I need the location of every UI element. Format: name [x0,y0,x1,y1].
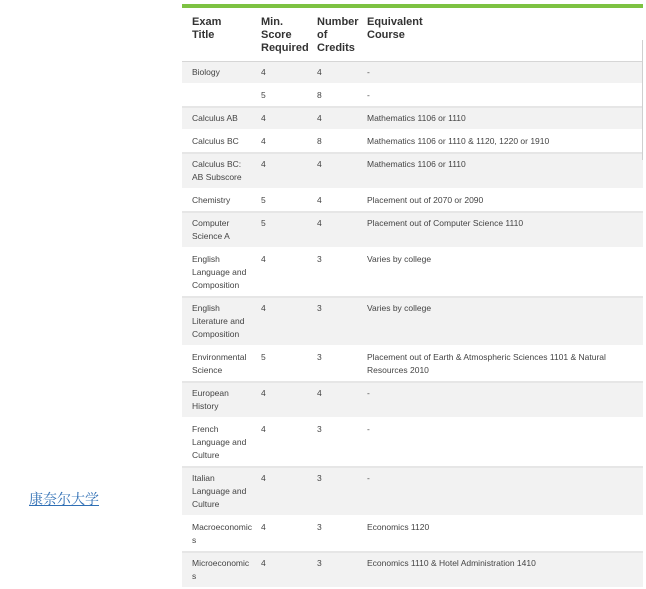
cell-equivalent-course: - [363,382,643,418]
table-row [182,84,643,107]
cell-equivalent-course: Mathematics 1106 or 1110 [363,153,643,189]
cell-equivalent-course: - [363,84,643,107]
table-header [182,8,643,62]
cell-min-score: 4 [257,418,313,467]
cell-min-score: 4 [257,382,313,418]
cell-min-score: 4 [257,107,313,130]
header-equivalent-course: Equivalent Course [363,8,643,62]
cell-equivalent-course: Economics 1110 & Hotel Administration 1410 [363,552,643,588]
cell-min-score: 4 [257,552,313,588]
cell-exam-title: Italian Language and Culture [182,467,257,516]
table-row [182,346,643,382]
cornell-university-link[interactable]: 康奈尔大学 [29,491,99,507]
cell-credits: 8 [313,84,363,107]
cell-credits: 3 [313,297,363,346]
cell-exam-title: Calculus BC: AB Subscore [182,153,257,189]
cell-exam-title: Environmental Science [182,346,257,382]
cell-credits: 4 [313,62,363,85]
cell-equivalent-course: - [363,418,643,467]
cell-equivalent-course: Varies by college [363,248,643,297]
table-row [182,418,643,467]
ap-credit-table-container [182,4,643,589]
cell-min-score: 4 [257,62,313,85]
table-row [182,153,643,189]
cell-min-score: 5 [257,189,313,212]
cell-min-score: 4 [257,467,313,516]
cell-exam-title: European History [182,382,257,418]
table-row [182,467,643,516]
table-row [182,248,643,297]
cell-credits: 3 [313,552,363,588]
header-credits: Number of Credits [313,8,363,62]
cell-credits: 3 [313,516,363,552]
header-min-score: Min. Score Required [257,8,313,62]
cell-equivalent-course: Placement out of Computer Science 1110 [363,212,643,248]
cell-exam-title: Biology [182,62,257,85]
cell-exam-title: Calculus BC [182,130,257,153]
cell-exam-title: Computer Science A [182,212,257,248]
table-body [182,62,643,589]
cell-credits: 8 [313,130,363,153]
cell-min-score: 4 [257,516,313,552]
table-row [182,130,643,153]
table-row [182,189,643,212]
header-exam-title: Exam Title [182,8,257,62]
cell-credits: 4 [313,212,363,248]
cell-exam-title: English Language and Composition [182,248,257,297]
cell-min-score: 5 [257,346,313,382]
cell-credits: 3 [313,248,363,297]
ap-credit-table [182,8,643,589]
cell-exam-title: Calculus AB [182,107,257,130]
cell-equivalent-course: Placement out of 2070 or 2090 [363,189,643,212]
cell-min-score: 5 [257,84,313,107]
table-row [182,212,643,248]
cell-equivalent-course: Placement out of Earth & Atmospheric Sciences 1101 & Natural Resources 2010 [363,346,643,382]
cell-exam-title: Macroeconomics [182,516,257,552]
cell-credits: 4 [313,107,363,130]
table-row [182,552,643,588]
scrollbar-edge[interactable] [642,40,643,160]
cell-equivalent-course: - [363,62,643,85]
cell-exam-title: English Literature and Composition [182,297,257,346]
table-row [182,62,643,85]
cell-credits: 3 [313,467,363,516]
table-row [182,297,643,346]
table-row [182,516,643,552]
cell-equivalent-course: Varies by college [363,297,643,346]
cell-min-score: 4 [257,130,313,153]
cell-exam-title: French Language and Culture [182,418,257,467]
cell-credits: 3 [313,418,363,467]
cell-equivalent-course: Economics 1120 [363,516,643,552]
cell-credits: 4 [313,382,363,418]
cell-exam-title: Chemistry [182,189,257,212]
table-row [182,107,643,130]
cell-min-score: 4 [257,248,313,297]
cell-credits: 4 [313,189,363,212]
cell-equivalent-course: Mathematics 1106 or 1110 & 1120, 1220 or 1910 [363,130,643,153]
cell-credits: 3 [313,346,363,382]
cell-equivalent-course: Mathematics 1106 or 1110 [363,107,643,130]
cell-exam-title [182,84,257,107]
cell-equivalent-course: - [363,467,643,516]
cell-min-score: 5 [257,212,313,248]
cell-exam-title: Microeconomics [182,552,257,588]
cell-min-score: 4 [257,153,313,189]
table-row [182,382,643,418]
cell-credits: 4 [313,153,363,189]
cell-min-score: 4 [257,297,313,346]
header-row [182,8,643,62]
